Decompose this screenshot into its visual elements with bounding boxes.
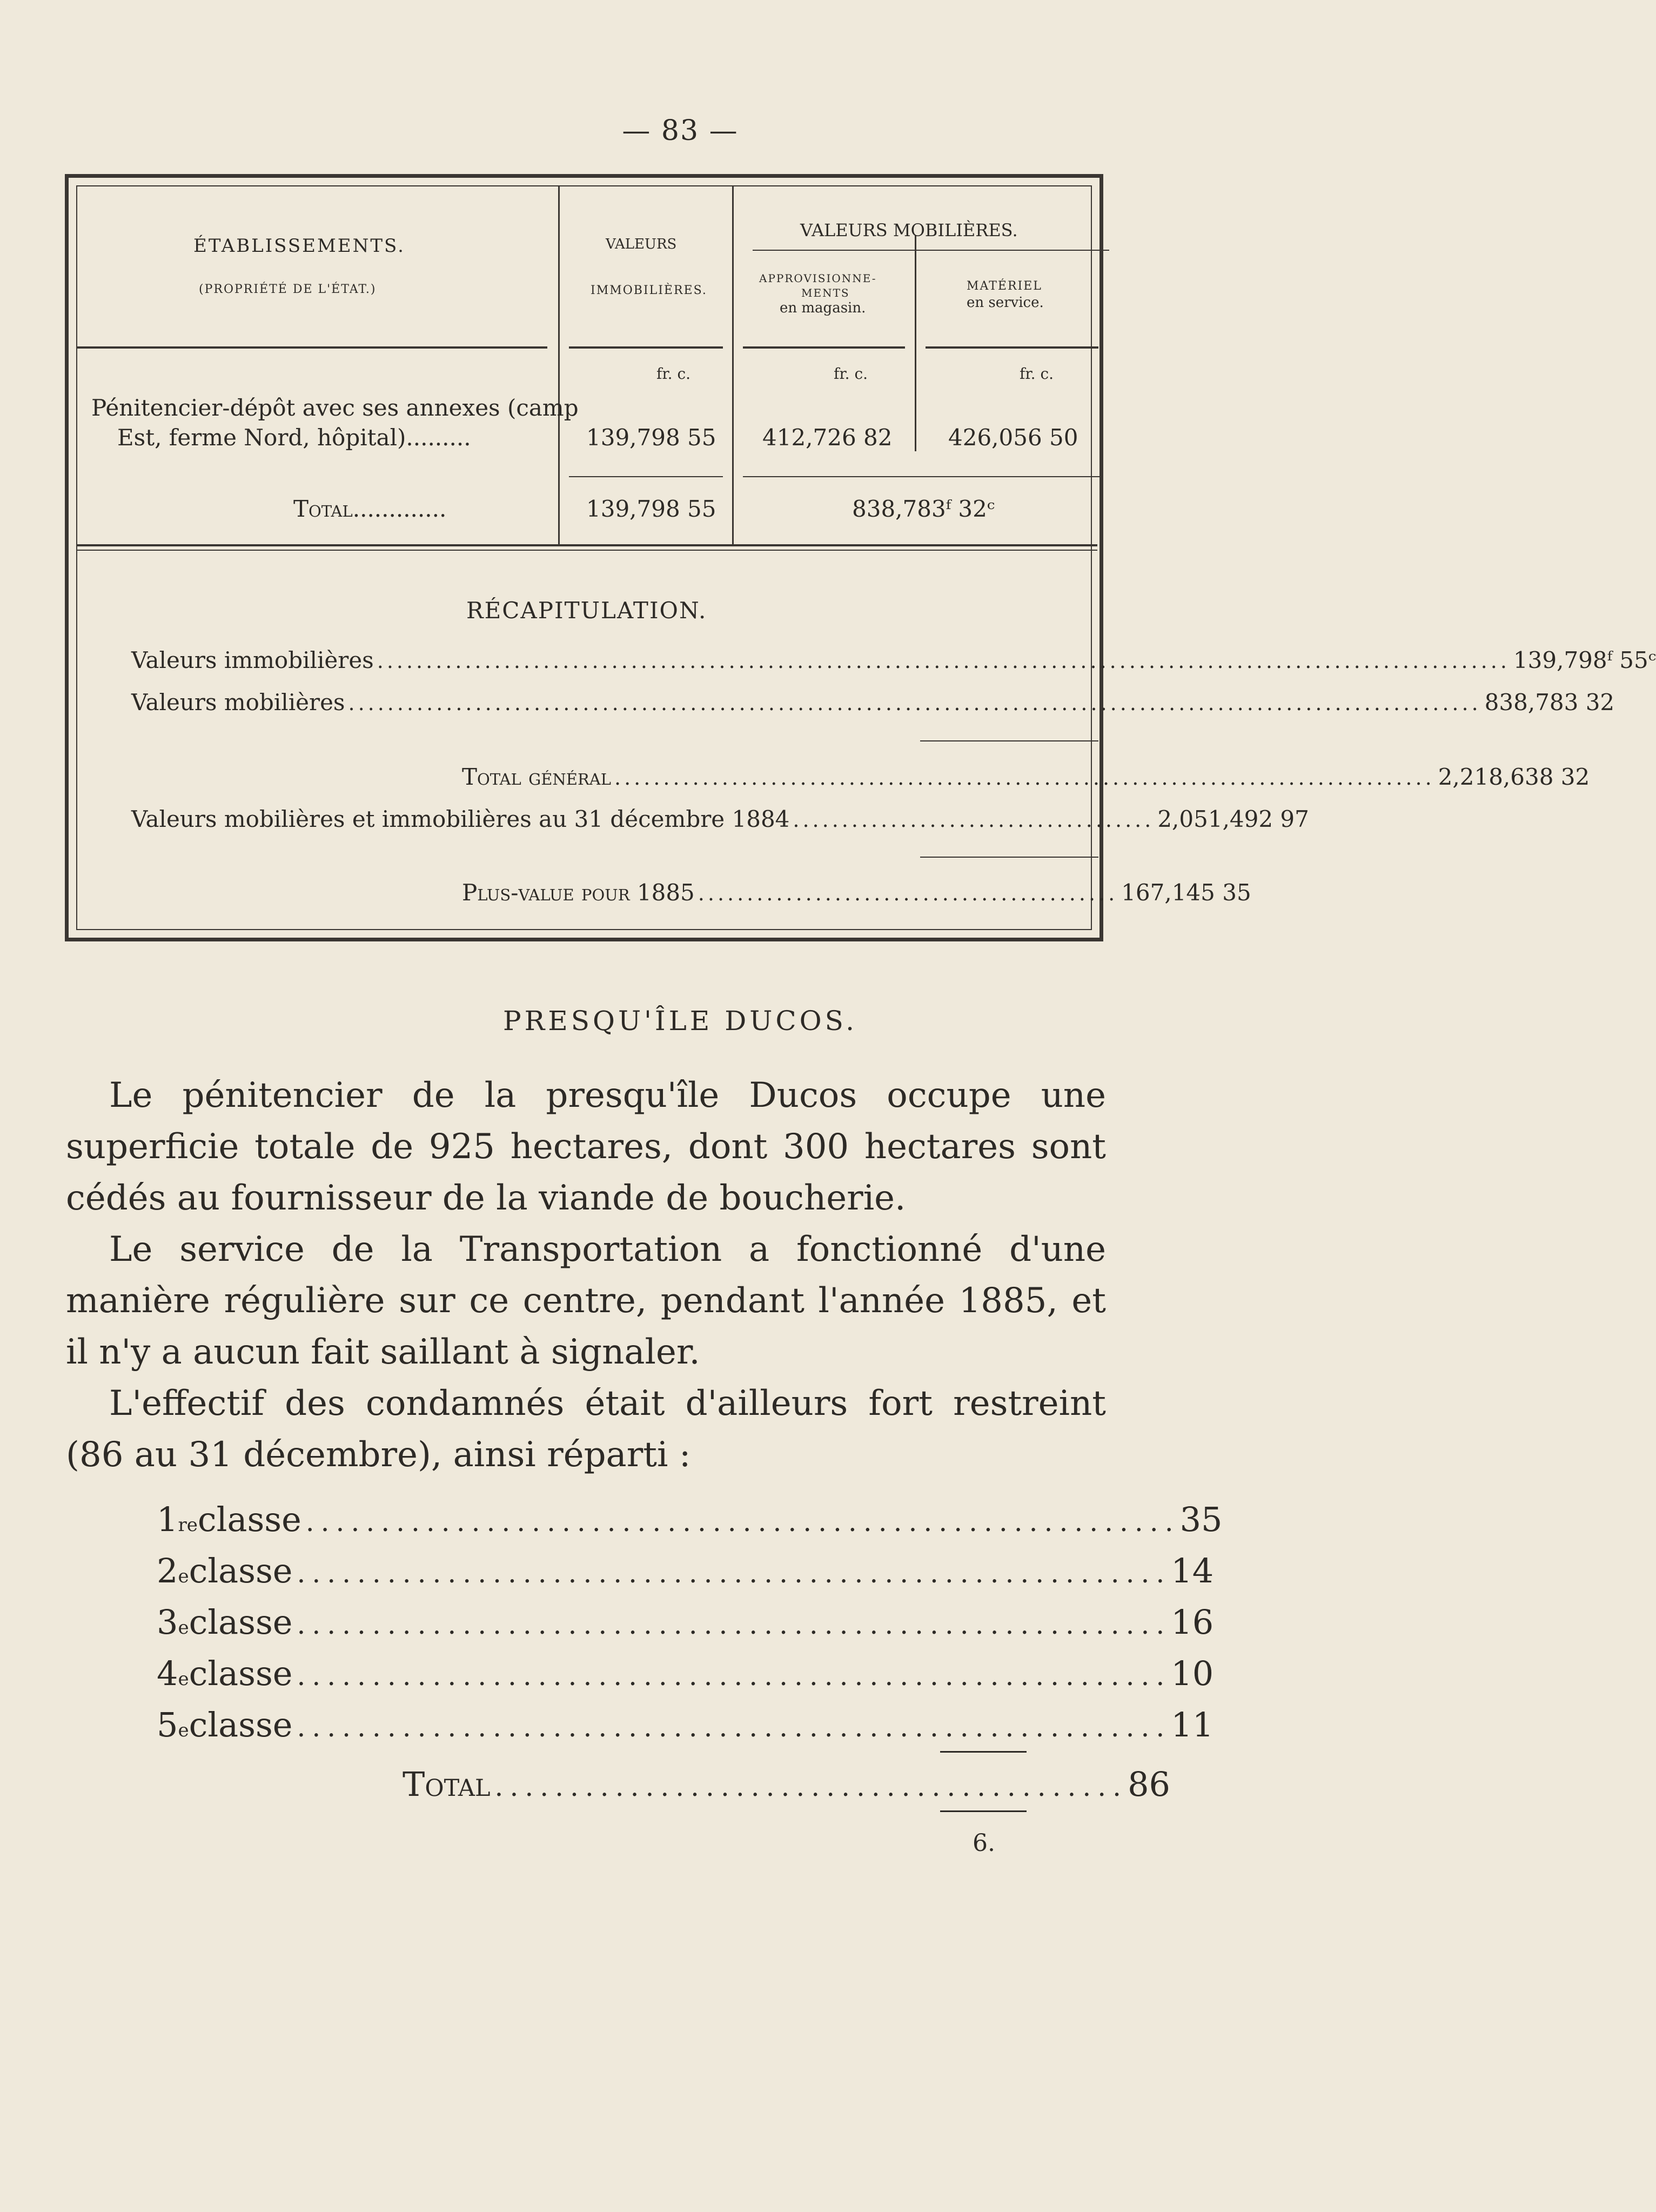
divider-immo-mob xyxy=(732,186,734,544)
leader-dots: .......................................... xyxy=(494,1771,1128,1802)
accounts-table xyxy=(65,174,1656,941)
recap-label: Total général xyxy=(462,764,612,790)
divider-appro-mat xyxy=(915,235,916,451)
header-appro-2: MENTS xyxy=(801,286,850,299)
leader-dots: .......................................................... xyxy=(305,1506,1180,1538)
recap-row-immobilieres xyxy=(131,647,1656,673)
class-suffix: e xyxy=(178,1668,189,1690)
recap-amount: 2,218,638 32 xyxy=(1438,764,1590,790)
recap-amount: 139,798ᶠ 55ᶜ xyxy=(1513,647,1656,673)
paragraph-effectif: L'effectif des condamnés était d'ailleurs fort restreint (86 au 31 décembre), ainsi réparti : xyxy=(66,1384,1106,1475)
rule-under-appro-header xyxy=(743,346,905,349)
leader-dots: .......................................................... xyxy=(297,1558,1171,1589)
recap-row-total-general xyxy=(462,764,1590,790)
rule-before-total-immo xyxy=(569,476,723,477)
leader-dots: .......................................................... xyxy=(297,1660,1171,1692)
header-propriete: (PROPRIÉTÉ DE L'ÉTAT.) xyxy=(199,283,377,296)
header-appro-3: en magasin. xyxy=(780,300,866,316)
row-appro-value: 412,726 82 xyxy=(762,424,893,451)
recap-row-plus-value xyxy=(462,879,1251,906)
recap-rule-1 xyxy=(920,740,1098,741)
class-suffix: e xyxy=(178,1566,189,1587)
recap-row-mobilieres xyxy=(131,689,1615,716)
header-materiel: MATÉRIEL xyxy=(967,279,1042,293)
header-etablissements: ÉTABLISSEMENTS. xyxy=(193,235,405,257)
class-count: 11 xyxy=(1171,1705,1214,1745)
class-row-2 xyxy=(157,1551,1214,1590)
mobilieres-brace xyxy=(753,250,1109,251)
class-label: classe xyxy=(189,1551,293,1590)
header-appro-1: APPROVISIONNE- xyxy=(759,272,877,285)
rule-under-immo-header xyxy=(569,346,723,349)
recap-amount: 2,051,492 97 xyxy=(1157,806,1309,832)
section-title: PRESQU'ÎLE DUCOS. xyxy=(502,1005,858,1037)
class-row-1 xyxy=(157,1500,1223,1539)
header-valeurs-mobilieres: VALEURS MOBILIÈRES. xyxy=(800,220,1018,240)
class-number: 1 xyxy=(157,1500,178,1539)
rule-under-mat-header xyxy=(926,346,1098,349)
class-count: 16 xyxy=(1171,1602,1214,1642)
recap-amount: 838,783 32 xyxy=(1484,689,1615,716)
classes-total-label: Total xyxy=(403,1765,491,1804)
class-number: 2 xyxy=(157,1551,178,1590)
leader-dots: .......................................................... xyxy=(297,1609,1171,1640)
section-rule-2 xyxy=(77,550,1097,551)
classes-sum-rule xyxy=(940,1751,1027,1753)
unit-appro: fr. c. xyxy=(834,365,868,383)
recap-label: Valeurs mobilières et immobilières au 31 décembre 1884 xyxy=(131,806,790,832)
paragraph-superficie: Le pénitencier de la presqu'île Ducos occupe une superficie totale de 925 hectares, dont 300 hectares sont cédés au fournisseur de la viande de boucherie. xyxy=(66,1075,1106,1218)
class-suffix: e xyxy=(178,1720,189,1741)
row-label-line1: Pénitencier-dépôt avec ses annexes (camp xyxy=(91,395,579,421)
class-row-3 xyxy=(157,1602,1214,1642)
unit-mat: fr. c. xyxy=(1020,365,1054,383)
paragraph-service: Le service de la Transportation a fonctionné d'une manière régulière sur ce centre, pendant l'année 1885, et il n'y a aucun fait saillant à signaler. xyxy=(66,1229,1106,1372)
class-label: classe xyxy=(189,1705,293,1745)
classes-total-underline xyxy=(940,1810,1027,1812)
recap-row-au-31-decembre xyxy=(131,806,1309,832)
leader-dots: ........................................... xyxy=(698,881,1118,905)
header-valeurs: VALEURS xyxy=(606,236,677,252)
header-immobilieres: IMMOBILIÈRES. xyxy=(591,284,707,297)
class-suffix: re xyxy=(178,1514,198,1536)
recap-label: Plus-value pour 1885 xyxy=(462,879,695,906)
rule-under-etab-header xyxy=(77,346,547,349)
page-number: — 83 — xyxy=(622,115,739,147)
leader-dots: .................................................................................................................... xyxy=(348,691,1481,715)
class-number: 5 xyxy=(157,1705,178,1745)
class-number: 3 xyxy=(157,1602,178,1642)
recap-label: Valeurs mobilières xyxy=(131,689,345,716)
class-number: 4 xyxy=(157,1654,178,1693)
class-label: classe xyxy=(189,1602,293,1642)
class-label: classe xyxy=(189,1654,293,1693)
total-immo-value: 139,798 55 xyxy=(586,496,716,522)
recap-title: RÉCAPITULATION. xyxy=(466,597,707,624)
total-label: Total............. xyxy=(293,496,447,522)
recap-rule-2 xyxy=(920,857,1098,858)
recap-amount: 167,145 35 xyxy=(1121,879,1251,906)
row-mat-value: 426,056 50 xyxy=(948,424,1078,451)
section-rule-1 xyxy=(77,544,1097,546)
header-en-service: en service. xyxy=(967,295,1044,311)
classes-total-row xyxy=(403,1765,1170,1804)
class-count: 10 xyxy=(1171,1654,1214,1693)
leader-dots: .................................................................................................................... xyxy=(377,649,1510,673)
row-label-line2: Est, ferme Nord, hôpital)......... xyxy=(117,424,471,451)
classes-total-value: 86 xyxy=(1128,1765,1170,1804)
row-immo-value: 139,798 55 xyxy=(586,424,716,451)
total-mob-value: 838,783ᶠ 32ᶜ xyxy=(852,496,995,522)
class-row-5 xyxy=(157,1705,1214,1745)
class-count: 14 xyxy=(1171,1551,1214,1590)
class-count: 35 xyxy=(1179,1500,1223,1539)
signature-mark: 6. xyxy=(973,1829,995,1857)
rule-before-total-mob xyxy=(743,476,1099,477)
class-row-4 xyxy=(157,1654,1214,1693)
divider-etab-immo xyxy=(558,186,560,544)
recap-label: Valeurs immobilières xyxy=(131,647,374,673)
leader-dots: .................................................................................... xyxy=(614,766,1435,790)
class-suffix: e xyxy=(178,1617,189,1639)
unit-immo: fr. c. xyxy=(656,365,691,383)
class-label: classe xyxy=(197,1500,301,1539)
leader-dots: .......................................................... xyxy=(297,1712,1171,1743)
leader-dots: ..................................... xyxy=(793,808,1155,832)
accounts-table-inner xyxy=(76,185,1656,930)
